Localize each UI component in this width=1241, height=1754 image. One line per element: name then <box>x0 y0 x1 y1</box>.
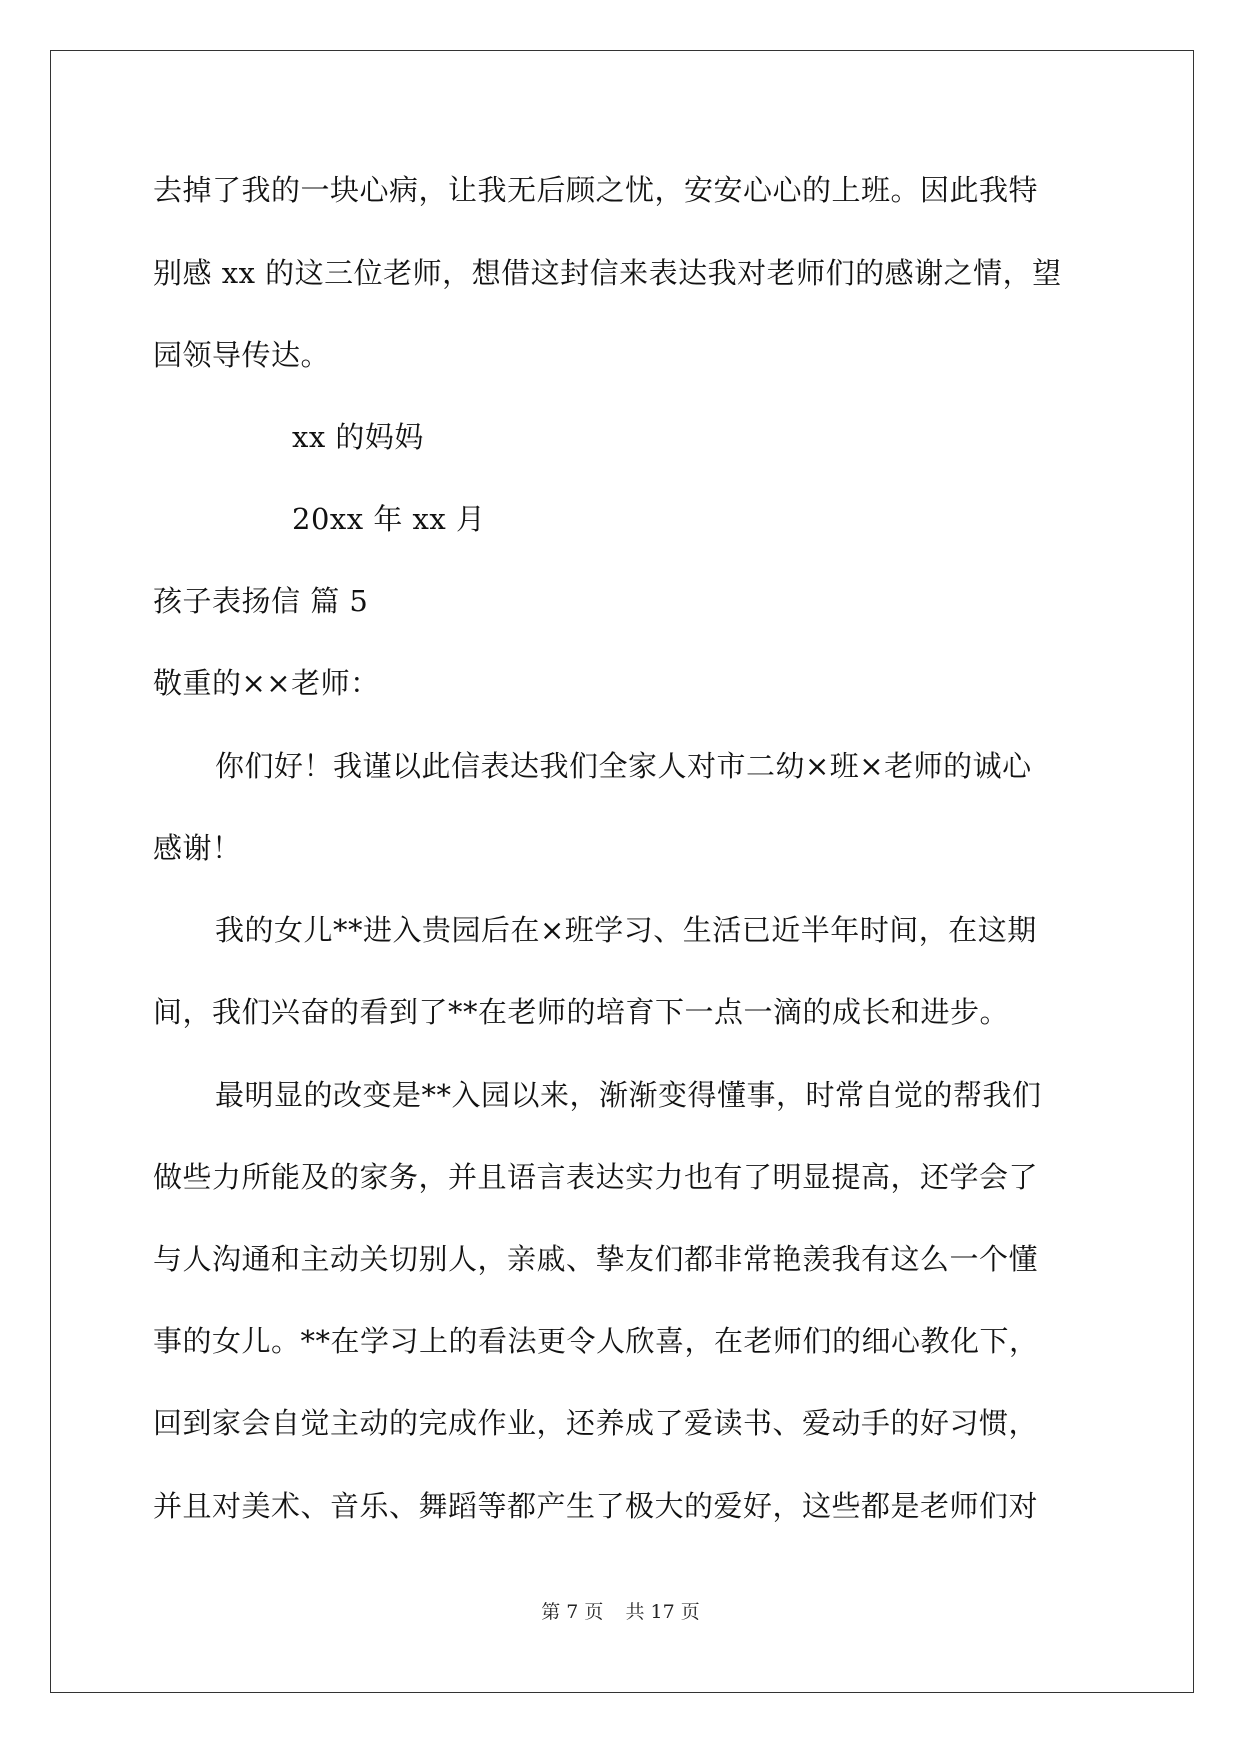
signature-name: xx 的妈妈 <box>292 420 424 454</box>
page-footer <box>0 1600 1241 1624</box>
paragraph-line: 去掉了我的一块心病，让我无后顾之忧，安安心心的上班。因此我特 <box>153 173 1039 207</box>
paragraph-line: 最明显的改变是**入园以来，渐渐变得懂事，时常自觉的帮我们 <box>215 1078 1042 1112</box>
paragraph-line: 并且对美术、音乐、舞蹈等都产生了极大的爱好，这些都是老师们对 <box>153 1489 1039 1523</box>
page-number-current: 第 7 页 <box>541 1601 604 1623</box>
paragraph-line: 事的女儿。**在学习上的看法更令人欣喜，在老师们的细心教化下， <box>153 1324 1039 1358</box>
paragraph-line: 感谢！ <box>153 831 242 865</box>
paragraph-line: 与人沟通和主动关切别人，亲戚、挚友们都非常艳羡我有这么一个懂 <box>153 1242 1039 1276</box>
page-number-total: 共 17 页 <box>625 1601 700 1623</box>
page-border <box>50 50 1194 1693</box>
paragraph-line: 园领导传达。 <box>153 338 331 372</box>
paragraph-line: 间，我们兴奋的看到了**在老师的培育下一点一滴的成长和进步。 <box>153 995 1010 1029</box>
paragraph-line: 别感 xx 的这三位老师，想借这封信来表达我对老师们的感谢之情，望 <box>153 256 1062 290</box>
salutation: 敬重的××老师： <box>153 666 380 700</box>
paragraph-line: 我的女儿**进入贵园后在×班学习、生活已近半年时间，在这期 <box>215 913 1037 947</box>
paragraph-line: 做些力所能及的家务，并且语言表达实力也有了明显提高，还学会了 <box>153 1160 1039 1194</box>
paragraph-line: 你们好！我谨以此信表达我们全家人对市二幼×班×老师的诚心 <box>215 749 1032 783</box>
section-title: 孩子表扬信 篇 5 <box>153 584 369 618</box>
paragraph-line: 回到家会自觉主动的完成作业，还养成了爱读书、爱动手的好习惯， <box>153 1406 1039 1440</box>
signature-date: 20xx 年 xx 月 <box>292 502 486 536</box>
